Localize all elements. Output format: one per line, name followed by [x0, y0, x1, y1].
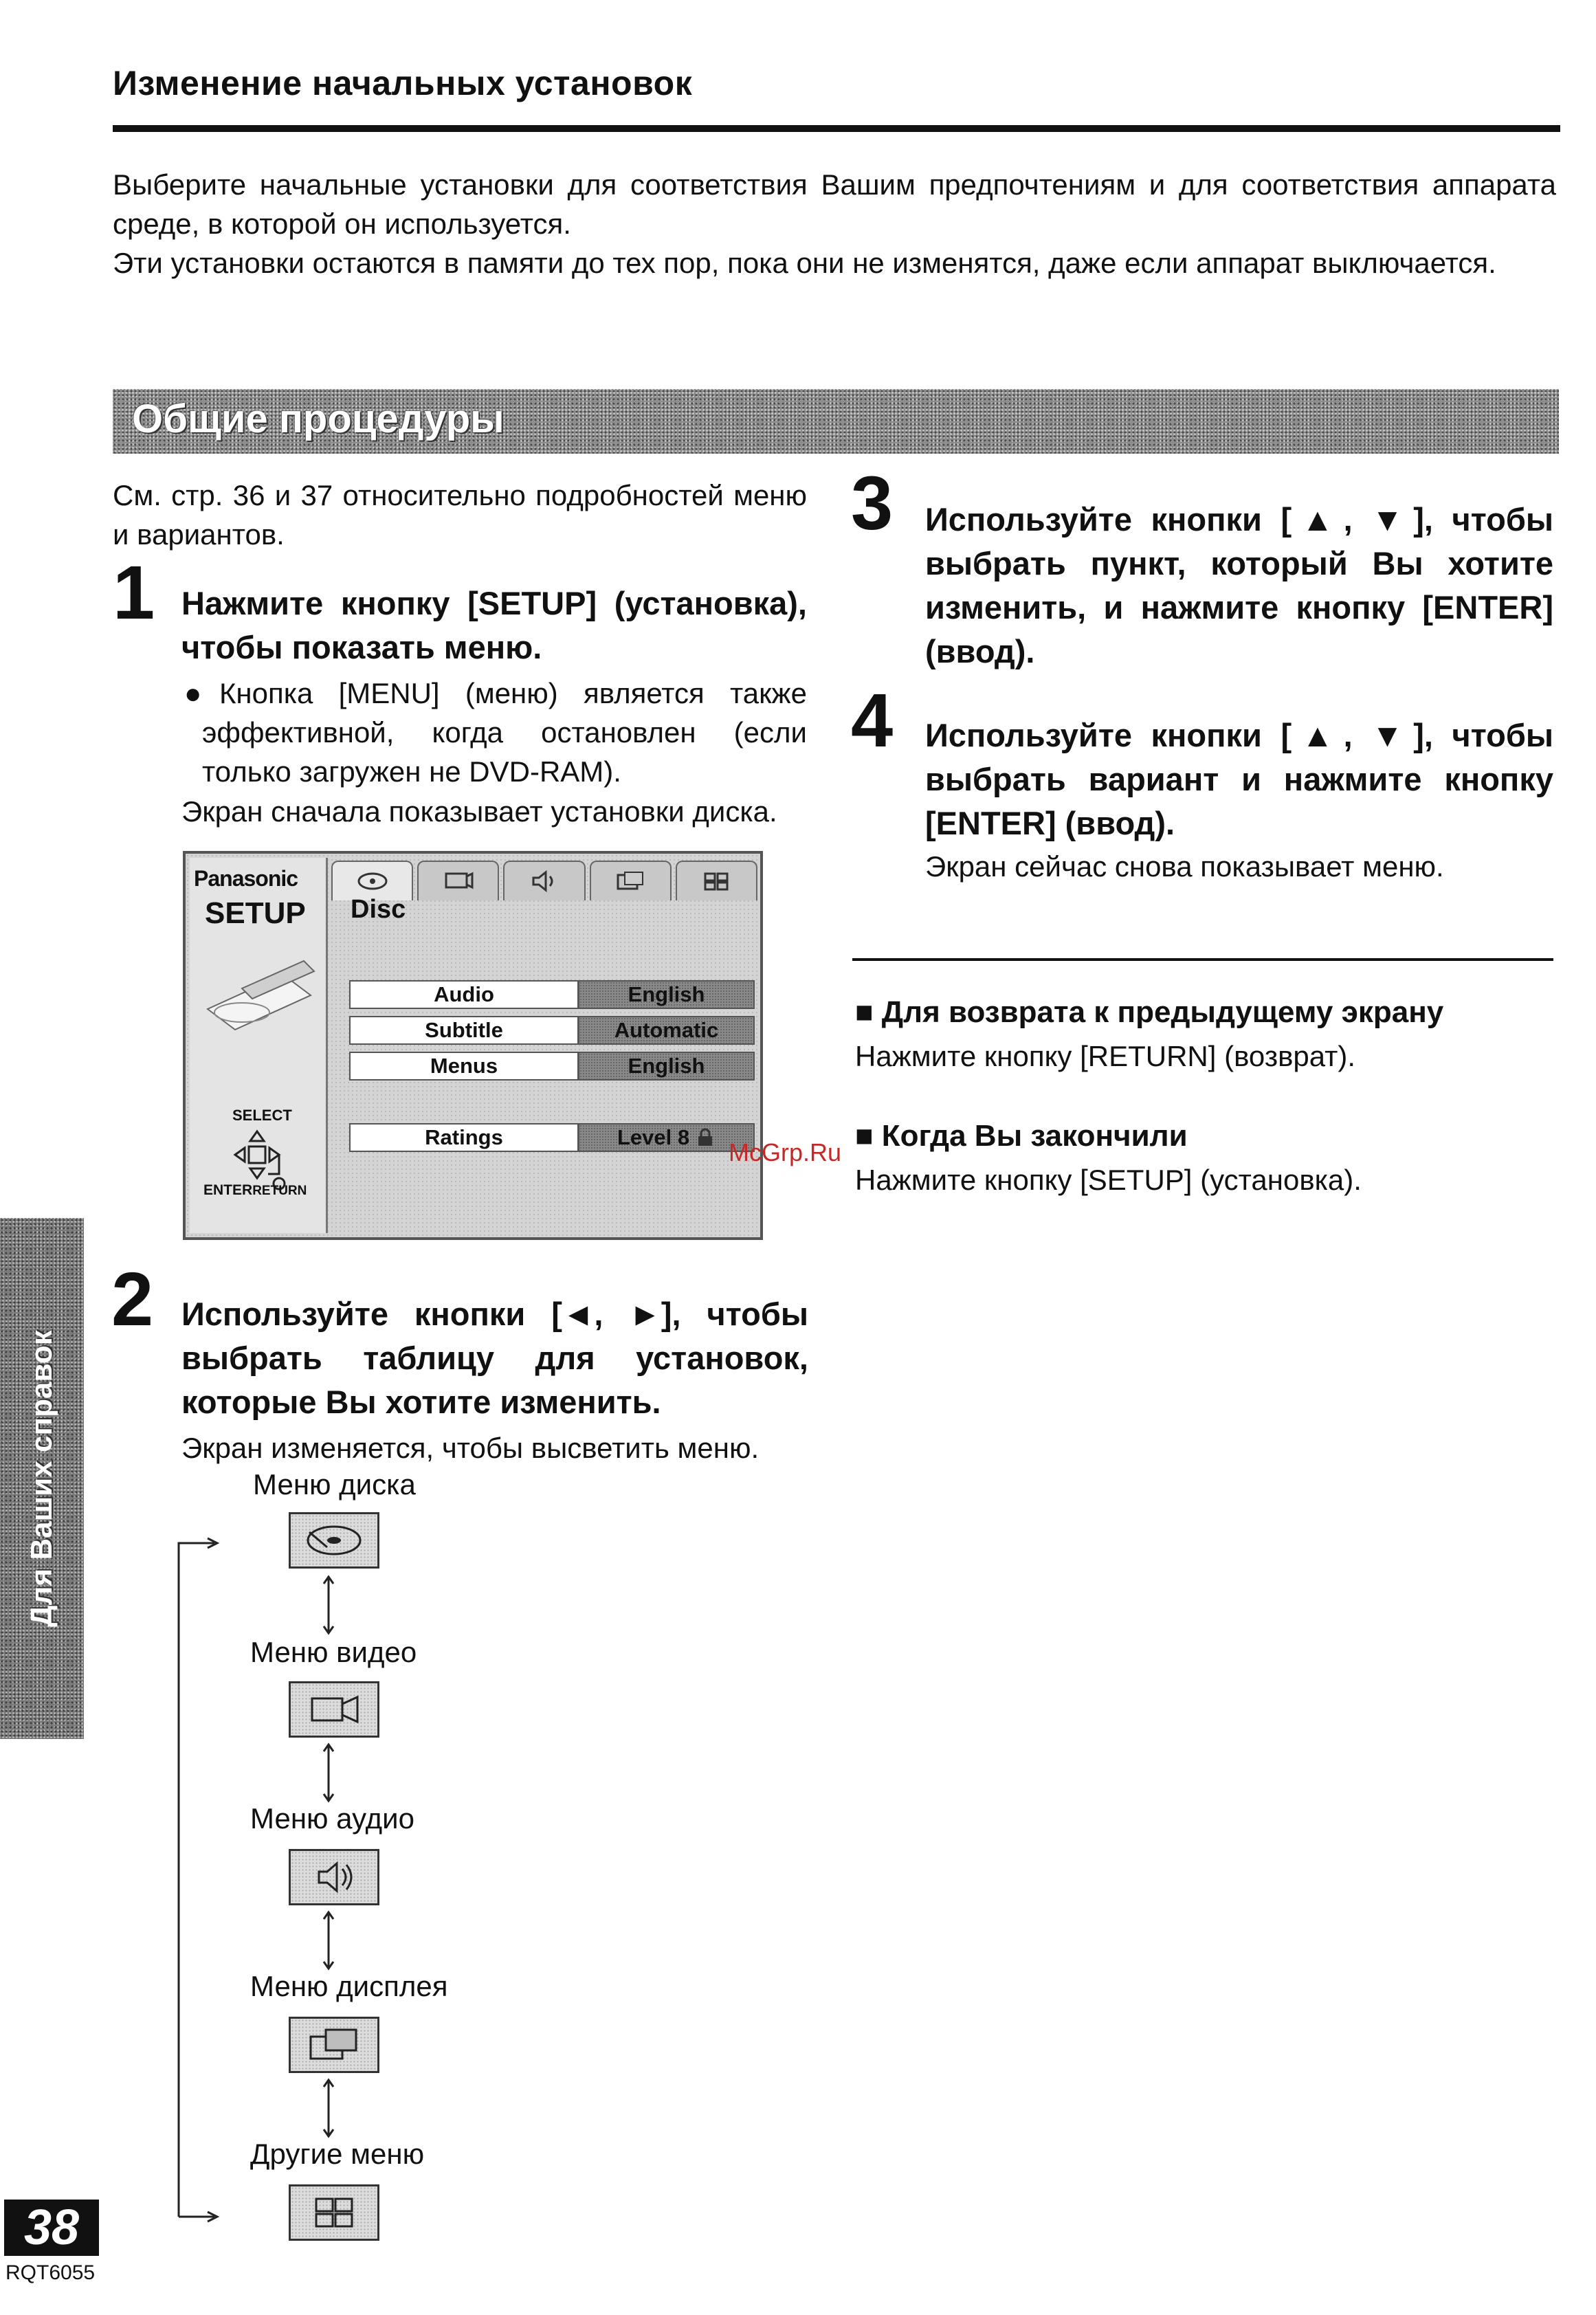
- setup-screen: [183, 851, 763, 1240]
- return-text: Нажмите кнопку [RETURN] (возврат).: [855, 1040, 1356, 1072]
- return-heading: ■ Для возврата к предыдущему экрану: [855, 995, 1444, 1029]
- audio-icon: [300, 1857, 368, 1898]
- audio-menu-icon: [289, 1849, 379, 1905]
- flow-label-audio: Меню аудио: [250, 1802, 414, 1835]
- step-2-note: Экран изменяется, чтобы высветить меню.: [181, 1432, 760, 1464]
- setting-value: [579, 1125, 753, 1151]
- screen-brand: Panasonic: [194, 866, 298, 891]
- step-4-note: Экран сейчас снова показывает меню.: [925, 850, 1444, 883]
- display-icon: [614, 869, 647, 893]
- screen-disc-title: Disc: [351, 895, 406, 924]
- other-icon: [300, 2192, 368, 2233]
- disc-menu-icon: [289, 1512, 379, 1569]
- tab-display[interactable]: [590, 861, 672, 900]
- step-2-number: 2: [111, 1257, 154, 1342]
- done-heading: ■ Когда Вы закончили: [855, 1119, 1188, 1153]
- intro-paragraph-2: Эти установки остаются в памяти до тех пор, пока они не изменятся, даже если аппарат выключается.: [113, 247, 1496, 279]
- setting-value: English: [579, 982, 753, 1008]
- flow-label-disc: Меню диска: [253, 1468, 416, 1500]
- page-title: Изменение начальных установок: [113, 64, 693, 102]
- disc-icon: [356, 869, 389, 893]
- double-arrow-icon: [322, 1574, 335, 1636]
- video-icon: [442, 869, 475, 893]
- setting-value: Automatic: [579, 1017, 753, 1043]
- tab-video[interactable]: [417, 861, 499, 900]
- screen-left-panel: [190, 858, 328, 1233]
- step-4-heading: Используйте кнопки [▲, ▼], чтобы выбрать вариант и нажмите кнопку [ENTER] (ввод).: [925, 717, 1553, 841]
- setting-value: English: [579, 1053, 753, 1079]
- ratings-value: Level 8: [617, 1125, 690, 1149]
- step-3-number: 3: [851, 461, 894, 546]
- screen-return-label: RETURN: [252, 1184, 307, 1198]
- step-1-note: Экран сначала показывает установки диска.: [181, 795, 777, 828]
- flow-label-other: Другие меню: [250, 2138, 425, 2170]
- step-1-bullet: ●Кнопка [MENU] (меню) является также эффективной, когда остановлен (если только загружен не DVD-RAM).: [184, 677, 807, 788]
- title-rule: [113, 125, 1560, 132]
- display-menu-icon: [289, 2017, 379, 2073]
- intro: [113, 165, 1556, 283]
- step-4-number: 4: [851, 678, 894, 763]
- screen-setup-label: SETUP: [205, 896, 306, 930]
- done-text: Нажмите кнопку [SETUP] (установка).: [855, 1164, 1362, 1196]
- see-pages-note: См. стр. 36 и 37 относительно подробностей меню и вариантов.: [113, 479, 807, 551]
- flow-label-display: Меню дисплея: [250, 1970, 448, 2002]
- flow-label-video: Меню видео: [250, 1636, 417, 1668]
- setting-row-ratings[interactable]: [349, 1123, 755, 1152]
- display-icon: [300, 2024, 368, 2065]
- section-banner: [113, 389, 1559, 454]
- setting-label: Menus: [351, 1053, 579, 1079]
- other-icon: [700, 869, 733, 893]
- setting-label: Audio: [351, 982, 579, 1008]
- screen-enter-label: ENTER: [203, 1182, 253, 1198]
- tab-other[interactable]: [676, 861, 757, 900]
- setting-row-menus[interactable]: [349, 1052, 755, 1081]
- double-arrow-icon: [322, 1742, 335, 1804]
- intro-paragraph-1: Выберите начальные установки для соответствия Вашим предпочтениям и для соответствия аппарата среде, в которой он используется.: [113, 168, 1556, 240]
- video-icon: [300, 1689, 368, 1730]
- watermark: McGrp.Ru: [729, 1138, 842, 1166]
- screen-select-label: SELECT: [232, 1107, 292, 1124]
- disc-graphic-icon: [201, 947, 318, 1050]
- lock-icon: [695, 1127, 716, 1148]
- setting-label: Ratings: [351, 1125, 579, 1151]
- step-1-heading: Нажмите кнопку [SETUP] (установка), чтобы показать меню.: [181, 585, 807, 665]
- step-3-heading: Используйте кнопки [▲, ▼], чтобы выбрать пункт, который Вы хотите изменить, и нажмите кнопку [ENTER] (ввод).: [925, 501, 1553, 669]
- screen-enter-return: [203, 1182, 307, 1199]
- other-menu-icon: [289, 2184, 379, 2241]
- step-1-number: 1: [113, 551, 155, 635]
- double-arrow-icon: [322, 2077, 335, 2139]
- tab-audio[interactable]: [503, 861, 585, 900]
- section-rule: [852, 958, 1553, 961]
- section-banner-title: Общие процедуры: [132, 397, 505, 441]
- audio-icon: [528, 869, 561, 893]
- setting-label: Subtitle: [351, 1017, 579, 1043]
- sidebar-tab-label: Для Ваших справок: [25, 1330, 58, 1627]
- video-menu-icon: [289, 1681, 379, 1738]
- sidebar-tab: [0, 1218, 84, 1739]
- disc-icon: [300, 1520, 368, 1561]
- document-code: RQT6055: [5, 2261, 96, 2284]
- step-2-heading: Используйте кнопки [◄, ►], чтобы выбрать таблицу для установок, которые Вы хотите изменить.: [181, 1296, 808, 1420]
- setting-row-subtitle[interactable]: [349, 1016, 755, 1045]
- setting-row-audio[interactable]: [349, 980, 755, 1009]
- cycle-arrow: [172, 1512, 227, 2227]
- page-number: 38: [4, 2200, 99, 2256]
- double-arrow-icon: [322, 1909, 335, 1971]
